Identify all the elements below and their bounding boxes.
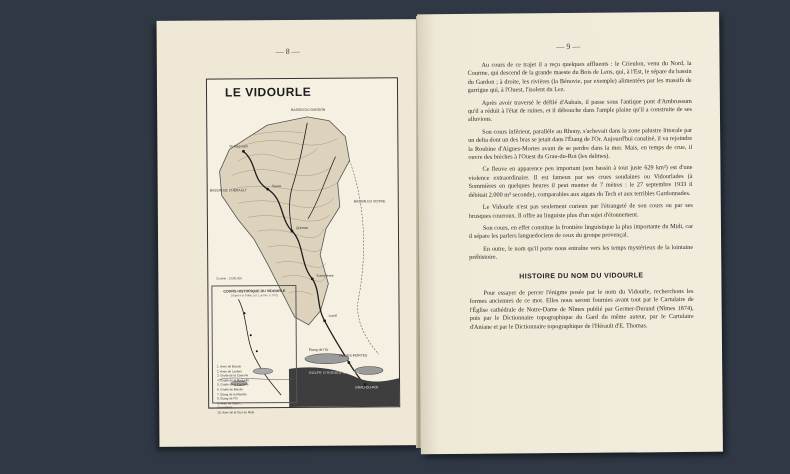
paragraph: Après avoir traversé le défilé d'Aubais, il passe sous l'antique pont d'Ambrussum qu'il a réduit à l'état de ruines, et il débouche dans l'ample plaine qu'il a construite de ses alluvions.	[467, 97, 692, 124]
map-label: Sauve	[271, 184, 282, 189]
paragraph: Le Vidourle n'est pas seulement curieux par l'étrangeté de son cours ou par ses brusques courroux. Il offre au linguiste plus d'un sujet d'étonnement.	[468, 202, 693, 220]
legend-item: 8. Étang de l'Or	[217, 396, 238, 401]
map-label: BASSIN DU GARDON	[291, 107, 326, 112]
map-label: Quissac	[295, 225, 309, 230]
vidourle-map	[206, 77, 400, 415]
map-label: AIGUES-MORTES	[338, 353, 368, 358]
legend-item: 1. Aven de Boucle	[216, 364, 242, 369]
map-title: LE VIDOURLE	[224, 84, 312, 100]
page-number-left: — 8 —	[275, 46, 300, 57]
map-label: Sommières	[316, 273, 334, 278]
legend-item: 10. Aven de la Tour du Mole	[217, 410, 255, 415]
legend-item: 4. Grotte de la Roquette	[217, 378, 250, 383]
legend-item: 5. Grotte de la Fontaine	[217, 382, 249, 387]
map-signature: A. M.	[384, 396, 394, 401]
paragraph: En outre, le nom qu'il porte nous entraîne vers les temps mystérieux de la lointaine préhistoire.	[469, 243, 694, 262]
map-label: GRAU-DU-ROI	[355, 385, 379, 390]
paragraph: Pour essayer de percer l'énigme posée par le nom du Vidourle, recherchons les formes anciennes de ce mot. Elles nous seront fournies avant tout par le Cartulaire de l'Église cathédrale de Notre-Dame de Nîmes publié par Germer-Durand (Nîmes 1874), puis par le Dictionnaire topographique du Gard du même auteur, par le Cartulaire d'Aniane et par le Dictionnaire topographique de l'Hérault d'E. Thomas.	[469, 287, 694, 331]
paragraph: Ce fleuve en apparence peu important (son bassin à tout juste 629 km²) est d'une violence extraordinaire. Il est fameux par ses crues soudaines ou Vidourlades (à Sommières en quelques heures il peut monter de 7 mètres : le 27 septembre 1933 il débitait 2.000 m³ seconde), comparables aux aigats du Tech et aux terribles Gardonnades.	[468, 164, 693, 199]
map-label: BASSIN DU VISTRE	[353, 199, 386, 204]
left-page	[157, 19, 422, 447]
map-label: St-Hippolyte	[229, 144, 248, 149]
inset-map	[211, 285, 297, 415]
sea-label: GOLFE D'AIGUES-MORTES	[308, 370, 360, 375]
map-label: Lunel	[328, 313, 337, 318]
inset-subtitle: (d'après la Gallia, Éd. Lacroix, p. 272)	[231, 293, 278, 298]
legend-item: 7. Étang de la Marette	[217, 391, 247, 397]
map-label: Étang de l'Or	[308, 347, 329, 352]
legend-item: 9. Aven de Saint-...	[217, 401, 243, 406]
paragraph: Son cours inférieur, parallèle au Rhony, s'achevait dans la zone palustre littorale par un delta dont un des bras se jetait dans l'Étang de l'Or. Aujourd'hui canalisé, il va rejoindre la Roubine d'Aigues-Mortes avant de se perdre dans la mer. Mais, en temps de crue, il ouvre des brèches à l'Ouest du Grau-du-Roi (les dalmes).	[468, 126, 693, 161]
inset-legend	[217, 364, 254, 415]
map-label: BASSIN DE L'HÉRAULT	[209, 188, 247, 193]
map-scale: Échelle : 1/600.000	[216, 276, 243, 281]
paragraph: Son cours, en effet constitue la frontière linguistique la plus importante du Midi, car il sépare les parlers languedociens de ceux du groupe provençal.	[468, 222, 693, 241]
legend-item: 3. Grotte de la Caverne	[216, 373, 249, 378]
right-page	[417, 12, 723, 455]
basin-boundary	[349, 160, 378, 354]
legend-item: Grand Bois	[217, 405, 233, 410]
paragraph: Au cours de ce trajet il a reçu quelques affluents : le Crieulon, venu du Nord, la Courme, qui descend de la grande maeste du Bois de Lens, qui, à l'Est, le sépare du bassin du Gardon ; à droite, les rivières (la Bénovie, par exemple) alimentées par les massifs de garrigue qui, à l'Ouest, l'isolent du Lez.	[467, 59, 692, 95]
legend-item: 2. Aven de Loubier	[216, 368, 242, 374]
page-number-right: — 9 —	[556, 41, 581, 52]
inset-title: COURS HISTORIQUE DU VIDOURLE	[223, 289, 286, 294]
body-text	[468, 60, 694, 336]
section-heading: HISTOIRE DU NOM DU VIDOURLE	[519, 271, 644, 280]
legend-item: 6. Grotte de Bloutin	[217, 387, 243, 392]
